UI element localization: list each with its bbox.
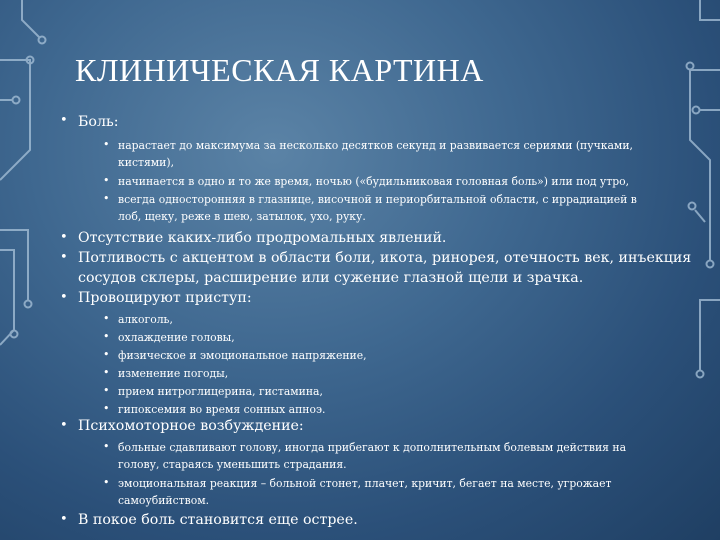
slide-title: КЛИНИЧЕСКАЯ КАРТИНА (75, 52, 484, 88)
sub-bullet: • (103, 330, 110, 343)
agitation-sub-line: эмоциональная реакция – больной стонет, плачет, кричит, бегает на месте, угрожает (118, 477, 612, 490)
item-rest: В покое боль становится еще острее. (78, 512, 358, 528)
item-agitation: Психомоторное возбуждение: (78, 418, 304, 434)
item-no-prodrome: Отсутствие каких-либо продромальных явлений. (78, 230, 447, 246)
provoke-sub-line: охлаждение головы, (118, 331, 235, 344)
agitation-sub-line: больные сдавливают голову, иногда прибегают к дополнительным болевым действия на (118, 441, 627, 454)
sub-bullet: • (103, 174, 110, 187)
bullet: • (60, 418, 68, 433)
item-provoke: Провоцируют приступ: (78, 290, 252, 306)
sub-bullet: • (103, 348, 110, 361)
sub-bullet: • (103, 384, 110, 397)
sub-bullet: • (103, 366, 110, 379)
item-sweating-line: сосудов склеры, расширение или сужение глазной щели и зрачка. (78, 270, 584, 286)
pain-sub-line: нарастает до максимума за несколько десятков секунд и развивается сериями (пучками, (118, 139, 633, 152)
sub-bullet: • (103, 402, 110, 415)
sub-bullet: • (103, 440, 110, 453)
sub-bullet: • (103, 312, 110, 325)
item-pain: Боль: (78, 114, 119, 130)
provoke-sub-line: алкоголь, (118, 313, 173, 326)
provoke-sub-line: гипоксемия во время сонных апноэ. (118, 403, 326, 416)
pain-sub-line: всегда односторонняя в глазнице, височной и периорбитальной области, с иррадиацией в (118, 193, 637, 206)
bullet: • (60, 250, 68, 265)
bullet: • (60, 290, 68, 305)
pain-sub-line: начинается в одно и то же время, ночью («будильниковая головная боль») или под утро, (118, 175, 630, 188)
provoke-sub-line: изменение погоды, (118, 367, 229, 380)
provoke-sub-line: прием нитроглицерина, гистамина, (118, 385, 323, 398)
agitation-sub-line: голову, стараясь уменьшить страдания. (118, 458, 347, 471)
pain-sub-line: кистями), (118, 156, 175, 169)
agitation-sub-line: самоубийством. (118, 494, 210, 507)
item-sweating-line: Потливость с акцентом в области боли, икота, ринорея, отечность век, инъекция (78, 250, 692, 266)
bullet: • (60, 113, 68, 128)
sub-bullet: • (103, 476, 110, 489)
provoke-sub-line: физическое и эмоциональное напряжение, (118, 349, 367, 362)
bullet: • (60, 230, 68, 245)
sub-bullet: • (103, 138, 110, 151)
pain-sub-line: лоб, щеку, реже в шею, затылок, ухо, руку. (118, 210, 366, 223)
sub-bullet: • (103, 192, 110, 205)
bullet: • (60, 512, 68, 527)
